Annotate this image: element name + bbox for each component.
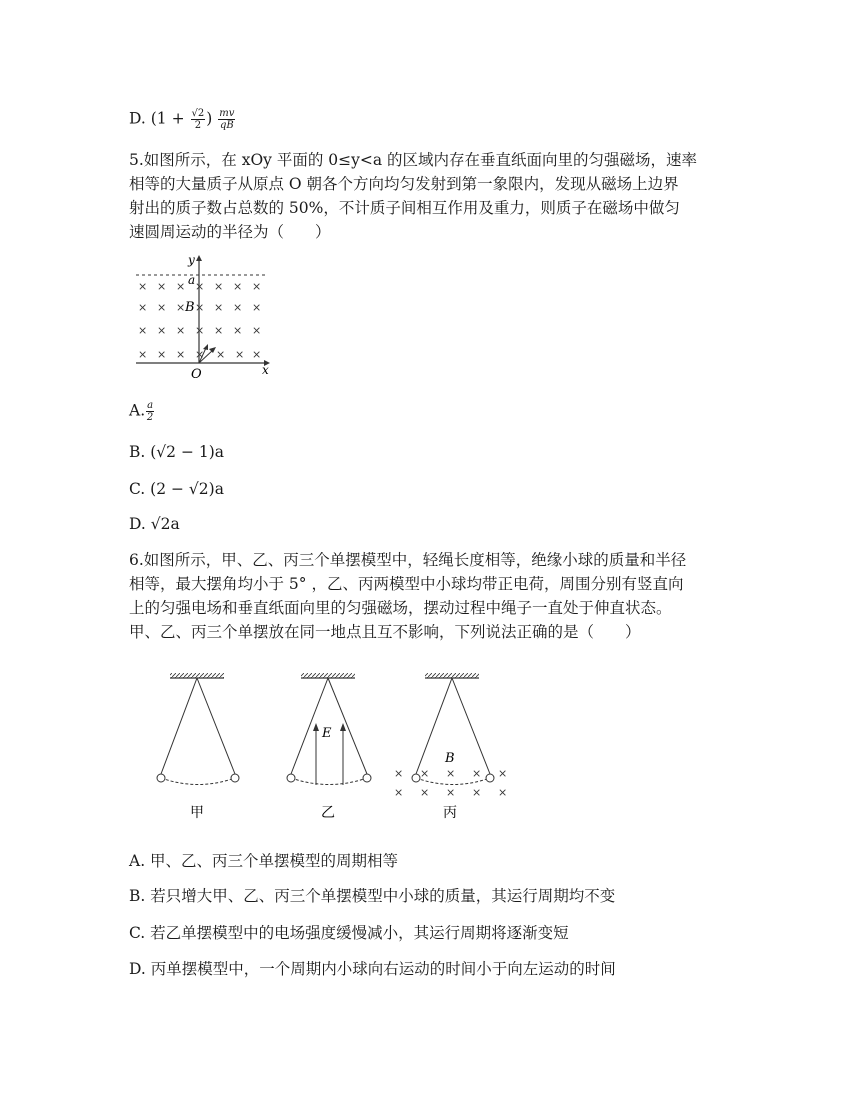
q5-stem-line-2: 相等的大量质子从原点 O 朝各个方向均匀发射到第一象限内，发现从磁场上边界: [129, 175, 679, 193]
q5-field-cross: ×: [252, 324, 262, 337]
q6-option-c: C. 若乙单摆模型中的电场强度缓慢减小，其运行周期将逐渐变短: [129, 924, 569, 942]
q5-option-a-denominator: 2: [146, 412, 154, 423]
q5-field-cross: ×: [214, 301, 224, 314]
q6-stem-line-3: 上的匀强电场和垂直纸面向里的匀强磁场，摆动过程中绳子一直处于伸直状态。: [129, 599, 672, 617]
q5-option-c: C. (2 − √2)a: [129, 480, 224, 498]
q5-field-cross: ×: [233, 280, 243, 293]
q5-field-cross: ×: [214, 280, 224, 293]
q6-field-cross: ×: [472, 767, 482, 780]
label-yi: 乙: [321, 805, 335, 821]
q5-field-cross: ×: [138, 324, 148, 337]
e-field-label: E: [322, 726, 332, 741]
q5-field-cross: ×: [252, 280, 262, 293]
q6-option-d: D. 丙单摆模型中，一个周期内小球向右运动的时间小于向左运动的时间: [129, 960, 616, 978]
q5-field-cross: ×: [252, 301, 262, 314]
q5-field-cross: ×: [138, 348, 148, 361]
q5-field-cross: ×: [195, 280, 205, 293]
b-field-label: B: [445, 751, 455, 766]
q6-field-cross: ×: [498, 767, 508, 780]
q4-inner-denominator: 2: [194, 120, 202, 131]
q5-field-cross: ×: [176, 324, 186, 337]
q5-a-label: a: [188, 273, 196, 287]
label-bing: 丙: [443, 805, 457, 821]
q5-field-cross: ×: [235, 348, 245, 361]
q6-option-b: B. 若只增大甲、乙、丙三个单摆模型中小球的质量，其运行周期均不变: [129, 887, 616, 905]
q5-option-a-numerator: a: [147, 400, 154, 411]
q5-field-cross: ×: [195, 324, 205, 337]
q4-option-d: [129, 108, 236, 131]
q5-figure-magnetic-field: [130, 250, 280, 382]
q5-stem: [129, 148, 729, 244]
q4-option-d-fraction: [218, 108, 235, 131]
pendulum-bing: [394, 673, 507, 821]
q5-field-cross: ×: [214, 324, 224, 337]
q5-field-cross: ×: [157, 280, 167, 293]
q6-field-cross: ×: [446, 767, 456, 780]
q5-field-cross: ×: [176, 348, 186, 361]
q5-origin-label: O: [191, 367, 202, 382]
q6-stem-line-2: 相等，最大摆角均小于 5° ，乙、丙两模型中小球均带正电荷，周围分别有竖直向: [129, 575, 684, 593]
q5-stem-line-3: 射出的质子数占总数的 50%，不计质子间相互作用及重力，则质子在磁场中做匀: [129, 199, 680, 217]
q6-field-cross: ×: [498, 786, 508, 799]
q5-option-d: D. √2a: [129, 515, 180, 533]
q6-stem: [129, 548, 729, 644]
q4-inner-numerator: √2: [191, 108, 205, 119]
q5-stem-line-1: 5.如图所示，在 xOy 平面的 0≤y<a 的区域内存在垂直纸面向里的匀强磁场，速率: [129, 151, 698, 169]
q4-option-d-coef-close: ): [206, 109, 213, 128]
q6-field-cross: ×: [446, 786, 456, 799]
q6-stem-line-1: 6.如图所示，甲、乙、丙三个单摆模型中，轻绳长度相等，绝缘小球的质量和半径: [129, 551, 687, 569]
q5-field-cross: ×: [138, 301, 148, 314]
q5-y-label: y: [188, 253, 195, 267]
q5-field-cross: ×: [216, 348, 226, 361]
q5-field-cross: ×: [233, 324, 243, 337]
pendulum-jia: [157, 673, 239, 821]
q5-field-cross: ×: [157, 348, 167, 361]
q6-field-cross: ×: [420, 786, 430, 799]
q4-fraction-denominator: qB: [219, 120, 234, 131]
label-jia: 甲: [190, 805, 204, 821]
q4-fraction-numerator: mv: [219, 108, 235, 119]
q5-field-cross: ×: [157, 301, 167, 314]
q5-field-cross: ×: [157, 324, 167, 337]
q6-figure-pendulums: [140, 665, 530, 825]
q6-field-cross: ×: [394, 767, 404, 780]
q5-x-label: x: [262, 363, 269, 377]
q6-field-cross: ×: [472, 786, 482, 799]
q5-field-cross: ×: [252, 348, 262, 361]
q5-field-cross: ×: [138, 280, 148, 293]
q5-b-label: B: [185, 300, 195, 315]
q5-field-cross: ×: [195, 301, 205, 314]
q4-option-d-inner-fraction: [191, 108, 206, 131]
q5-option-a-fraction: [146, 400, 154, 423]
q6-field-cross: ×: [394, 786, 404, 799]
q6-field-cross: ×: [420, 767, 430, 780]
q4-option-d-coef-open: (1 +: [150, 109, 185, 128]
q5-field-cross: ×: [176, 301, 186, 314]
q5-field-cross: ×: [233, 301, 243, 314]
q5-option-a-label: A.: [129, 401, 146, 420]
q5-stem-line-4: 速圆周运动的半径为（ ）: [129, 223, 331, 241]
q6-stem-line-4: 甲、乙、丙三个单摆放在同一地点且互不影响，下列说法正确的是（ ）: [129, 623, 641, 641]
q5-option-b: B. (√2 − 1)a: [129, 443, 225, 461]
q5-field-cross: ×: [195, 348, 205, 361]
q4-option-d-label: D.: [129, 109, 146, 128]
q5-field-cross: ×: [176, 280, 186, 293]
q5-option-a: [129, 400, 155, 423]
q6-option-a: A. 甲、乙、丙三个单摆模型的周期相等: [129, 852, 399, 870]
pendulum-yi: [287, 673, 371, 821]
